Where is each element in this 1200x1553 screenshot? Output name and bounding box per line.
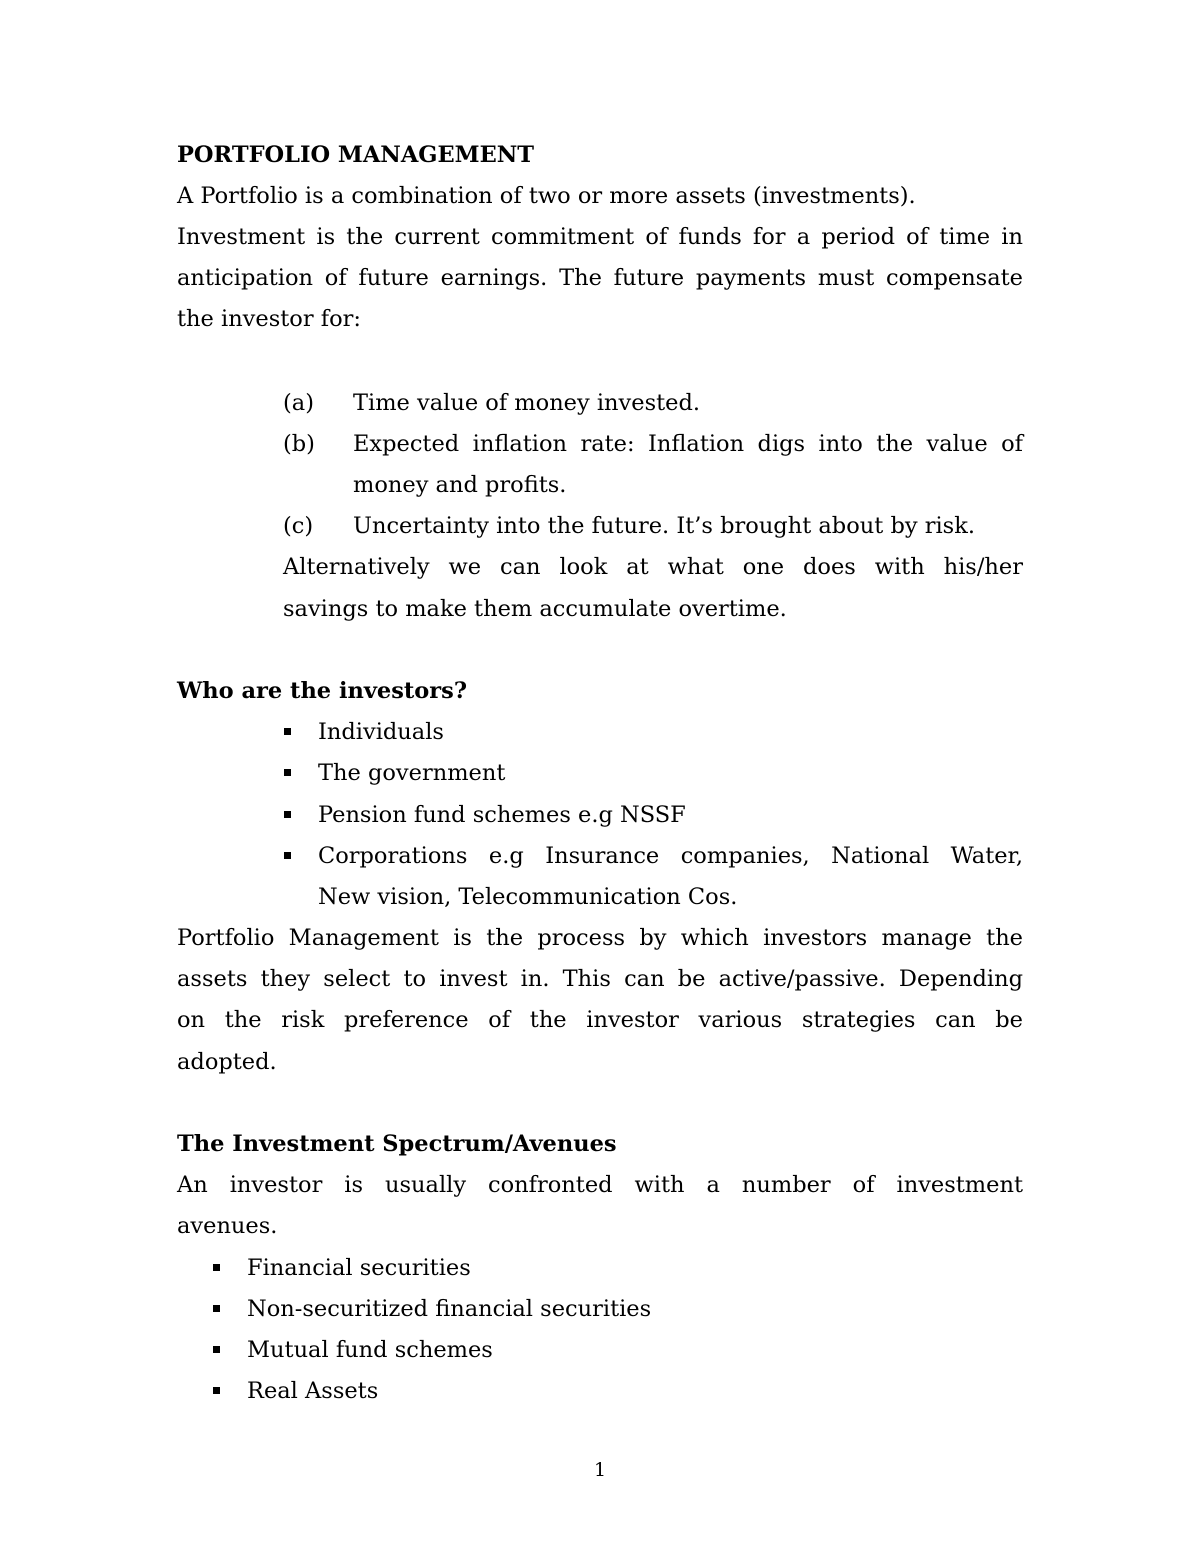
bullet-icon <box>284 769 291 776</box>
portfolio-mgmt-line-3: on the risk preference of the investor various strategies can be <box>177 1007 1023 1033</box>
intro-line-4: the investor for: <box>177 306 361 332</box>
portfolio-mgmt-line-4: adopted. <box>177 1049 277 1075</box>
avenue-item: Financial securities <box>247 1255 471 1281</box>
item-b-text: Expected inflation rate: Inflation digs into the value of <box>353 431 1023 457</box>
item-c-marker: (c) <box>283 513 314 539</box>
page-number: 1 <box>593 1459 607 1481</box>
investor-item-cont: New vision, Telecommunication Cos. <box>318 884 738 910</box>
item-b-marker: (b) <box>283 431 315 457</box>
alternative-line-2: savings to make them accumulate overtime. <box>283 596 787 622</box>
avenue-item: Real Assets <box>247 1378 379 1404</box>
bullet-icon <box>284 811 291 818</box>
item-b-text-cont: money and profits. <box>353 472 567 498</box>
investor-item: Corporations e.g Insurance companies, National Water, <box>318 843 1023 869</box>
investor-item: The government <box>318 760 506 786</box>
intro-line-2: Investment is the current commitment of funds for a period of time in <box>177 224 1023 250</box>
bullet-icon <box>213 1305 220 1312</box>
bullet-icon <box>284 728 291 735</box>
investor-item: Individuals <box>318 719 444 745</box>
item-a-text: Time value of money invested. <box>353 390 701 416</box>
bullet-icon <box>213 1346 220 1353</box>
bullet-icon <box>213 1387 220 1394</box>
portfolio-mgmt-line-1: Portfolio Management is the process by which investors manage the <box>177 925 1023 951</box>
intro-line-3: anticipation of future earnings. The future payments must compensate <box>177 265 1023 291</box>
spectrum-heading: The Investment Spectrum/Avenues <box>177 1131 617 1157</box>
investors-heading: Who are the investors? <box>177 678 468 704</box>
spectrum-line-2: avenues. <box>177 1213 278 1239</box>
alternative-line-1: Alternatively we can look at what one does with his/her <box>283 554 1023 580</box>
avenue-item: Non-securitized financial securities <box>247 1296 652 1322</box>
bullet-icon <box>284 852 291 859</box>
avenue-item: Mutual fund schemes <box>247 1337 493 1363</box>
bullet-icon <box>213 1264 220 1271</box>
item-c-text: Uncertainty into the future. It’s brought about by risk. <box>353 513 975 539</box>
item-a-marker: (a) <box>283 390 314 416</box>
portfolio-mgmt-line-2: assets they select to invest in. This can be active/passive. Depending <box>177 966 1023 992</box>
investor-item: Pension fund schemes e.g NSSF <box>318 802 686 828</box>
intro-line-1: A Portfolio is a combination of two or more assets (investments). <box>177 183 916 209</box>
spectrum-line-1: An investor is usually confronted with a number of investment <box>177 1172 1023 1198</box>
document-title: PORTFOLIO MANAGEMENT <box>177 142 535 168</box>
